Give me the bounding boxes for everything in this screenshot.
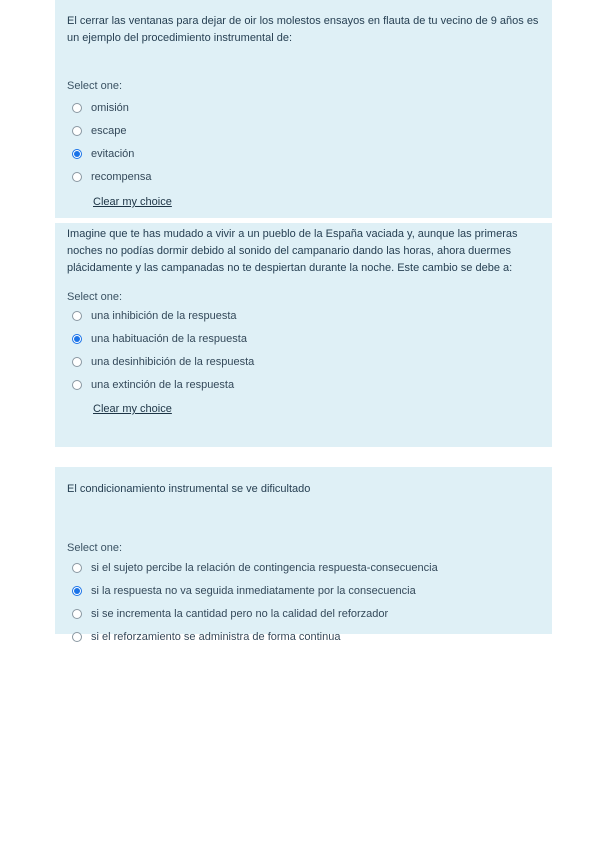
- option-omision[interactable]: [67, 96, 540, 119]
- radio-button-selected[interactable]: [72, 334, 82, 344]
- question-text: El cerrar las ventanas para dejar de oir los molestos ensayos en flauta de tu vecino de 9 años es un ejemplo del procedimiento instrumental de:: [67, 15, 539, 44]
- option-evitacion[interactable]: [67, 142, 540, 165]
- option-percibe-contingencia[interactable]: [67, 556, 540, 579]
- radio-button-selected[interactable]: [72, 149, 82, 159]
- option-extincion[interactable]: [67, 373, 540, 396]
- option-desinhibicion[interactable]: [67, 350, 540, 373]
- option-label: si se incrementa la cantidad pero no la calidad del reforzador: [91, 607, 389, 620]
- option-label: evitación: [91, 147, 135, 160]
- radio-button[interactable]: [72, 609, 82, 619]
- radio-button[interactable]: [72, 172, 82, 182]
- option-cantidad-calidad[interactable]: [67, 602, 540, 625]
- option-forma-continua[interactable]: [67, 625, 540, 648]
- question-card-1: [55, 0, 552, 218]
- clear-choice-link[interactable]: Clear my choice: [93, 196, 172, 208]
- option-label: escape: [91, 124, 127, 137]
- option-label: omisión: [91, 101, 129, 114]
- question-card-2: [55, 223, 552, 447]
- clear-choice-link[interactable]: Clear my choice: [93, 403, 172, 415]
- radio-button[interactable]: [72, 126, 82, 136]
- question-text: Imagine que te has mudado a vivir a un pueblo de la España vaciada y, aunque las primeras noches no podías dormir debido al sonido del campanario dando las horas, ahora duermes plácidamente y las campanadas no te despiertan durante la noche. Este cambio se debe a:: [67, 228, 518, 274]
- options-list: [67, 96, 540, 188]
- radio-button[interactable]: [72, 563, 82, 573]
- option-label: una extinción de la respuesta: [91, 378, 235, 391]
- option-no-inmediata[interactable]: [67, 579, 540, 602]
- option-label: si el reforzamiento se administra de forma continua: [91, 630, 341, 643]
- option-recompensa[interactable]: [67, 165, 540, 188]
- options-list: [67, 304, 540, 396]
- question-card-3: [55, 467, 552, 643]
- radio-button[interactable]: [72, 357, 82, 367]
- radio-button[interactable]: [72, 311, 82, 321]
- select-one-label: Select one:: [67, 542, 123, 554]
- option-label: una inhibición de la respuesta: [91, 309, 237, 322]
- option-label: recompensa: [91, 170, 152, 183]
- question-text: El condicionamiento instrumental se ve dificultado: [67, 483, 311, 495]
- radio-button[interactable]: [72, 103, 82, 113]
- select-one-label: Select one:: [67, 80, 123, 92]
- option-label: si el sujeto percibe la relación de contingencia respuesta-consecuencia: [91, 561, 438, 574]
- options-list: [67, 556, 540, 648]
- radio-button-selected[interactable]: [72, 586, 82, 596]
- option-label: una habituación de la respuesta: [91, 332, 247, 345]
- radio-button[interactable]: [72, 380, 82, 390]
- option-inhibicion[interactable]: [67, 304, 540, 327]
- option-escape[interactable]: [67, 119, 540, 142]
- select-one-label: Select one:: [67, 291, 123, 303]
- option-label: una desinhibición de la respuesta: [91, 355, 255, 368]
- option-label: si la respuesta no va seguida inmediatamente por la consecuencia: [91, 584, 416, 597]
- radio-button[interactable]: [72, 632, 82, 642]
- option-habituacion[interactable]: [67, 327, 540, 350]
